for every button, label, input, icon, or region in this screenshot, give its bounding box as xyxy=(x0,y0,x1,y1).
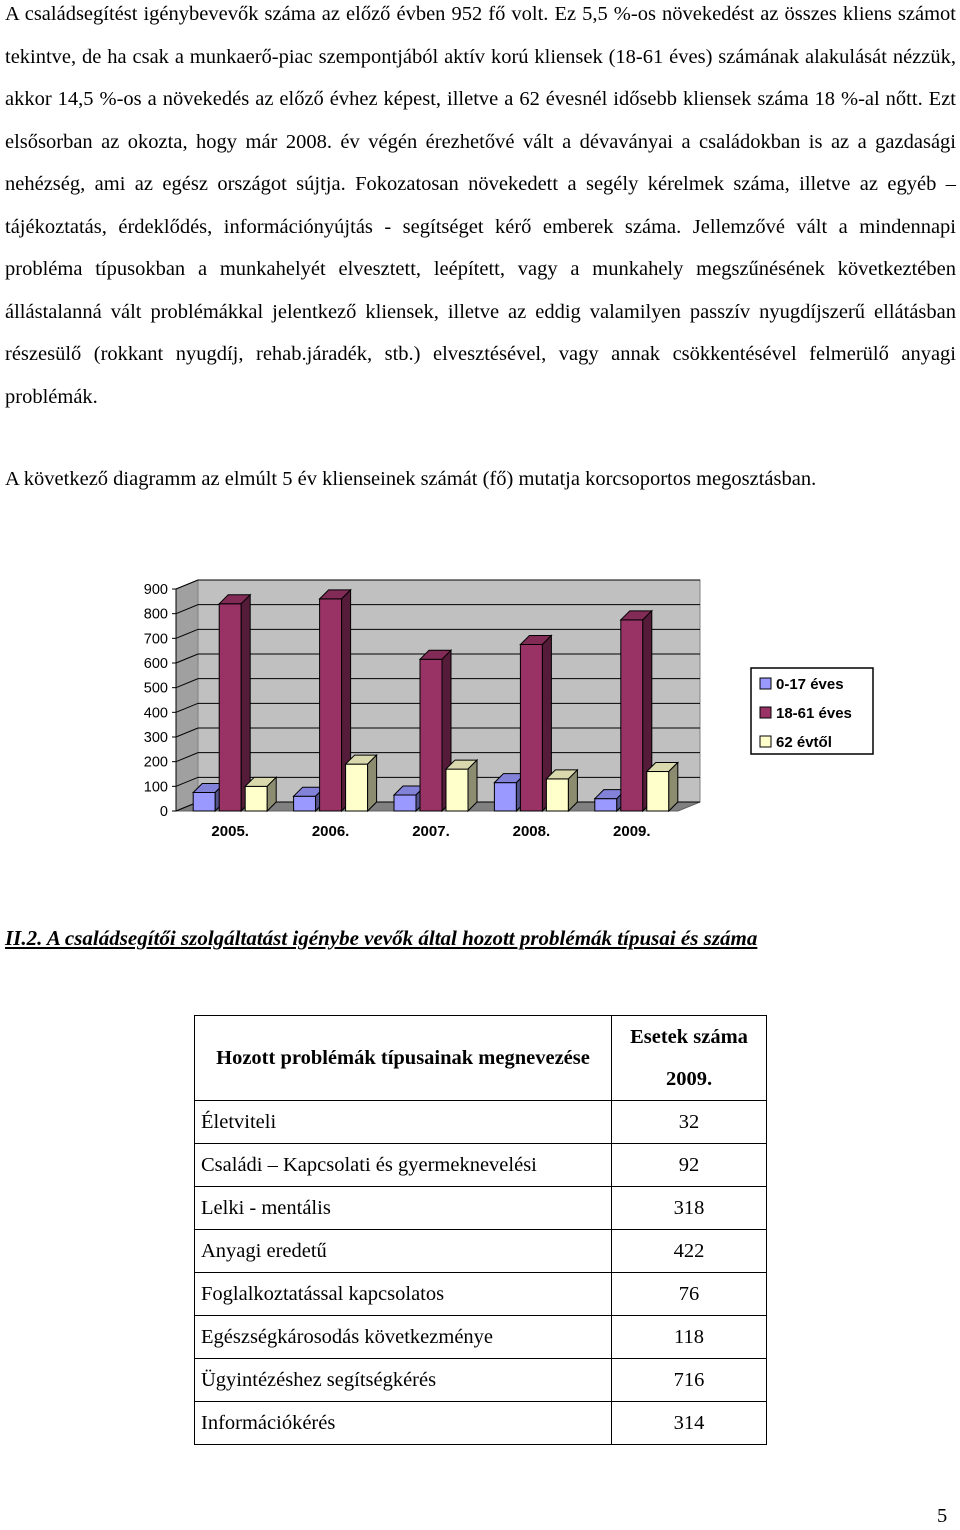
problem-type-cell: Egészségkárosodás következménye xyxy=(195,1316,612,1359)
case-count-cell: 76 xyxy=(612,1273,767,1316)
x-category-label: 2007. xyxy=(412,823,450,840)
x-category-label: 2008. xyxy=(512,823,551,840)
bar-front xyxy=(245,786,267,811)
section-heading: II.2. A családsegítői szolgáltatást igénybe vevők által hozott problémák típusai és száma xyxy=(5,926,758,950)
problem-type-cell: Lelki - mentális xyxy=(195,1187,612,1230)
bar-front xyxy=(394,795,416,811)
legend-swatch xyxy=(760,678,771,689)
bar-front xyxy=(346,764,368,811)
case-count-cell: 92 xyxy=(612,1144,767,1187)
legend-swatch xyxy=(760,736,771,747)
table-row xyxy=(195,1402,767,1445)
y-tick-label: 800 xyxy=(143,606,168,623)
chart-side-wall xyxy=(176,580,198,811)
table-row xyxy=(195,1101,767,1144)
case-count-cell: 118 xyxy=(612,1316,767,1359)
intro-paragraph: A családsegítést igénybevevők száma az előző évben 952 fő volt. Ez 5,5 %-os növekedést az összes kliens számot tekintve, de ha csak a munkaerő-piac szempontjából aktív korú kliensek (18-61 éves) számának alakulását nézzük, akkor 14,5 %-os a növekedés az előző évhez képest, illetve a 62 évesnél idősebb kliensek száma 18 %-al nőtt. Ezt elsősorban az okozta, hogy már 2008. év végén érezhetővé vált a dévaványai a családokban is az a gazdasági nehézség, ami az egész országot sújtja. Fokozatosan növekedett a segély kérelmek száma, illetve az egyéb – tájékoztatás, érdeklődés, információnyújtás - segítséget kérő emberek száma. Jellemzővé vált a mindennapi probléma típusokban a munkahelyét elvesztett, leépített, vagy a munkahely megszűnésének következtében állástalanná vált problémákkal jelentkező kliensek, illetve az eddig valamilyen passzív nyugdíjszerű ellátásban részesülő (rokkant nyugdíj, rehab.járadék, stb.) elvesztésével, vagy annak csökkentésével felmerülő anyagi problémák. xyxy=(5,3,956,408)
problem-types-table xyxy=(194,1015,767,1445)
legend-swatch xyxy=(760,707,771,718)
bar-front xyxy=(546,779,568,811)
diagram-intro-paragraph: A következő diagramm az elmúlt 5 év klienseinek számát (fő) mutatja korcsoportos megosztásban. xyxy=(5,468,817,490)
x-category-label: 2006. xyxy=(311,823,350,840)
table-row xyxy=(195,1316,767,1359)
y-tick-label: 900 xyxy=(143,582,168,598)
table-row xyxy=(195,1359,767,1402)
problem-type-cell: Családi – Kapcsolati és gyermeknevelési xyxy=(195,1144,612,1187)
problem-type-cell: Életviteli xyxy=(195,1101,612,1144)
x-category-label: 2009. xyxy=(613,823,651,840)
case-count-cell: 716 xyxy=(612,1359,767,1402)
bar-front xyxy=(193,793,215,812)
bar-front xyxy=(294,796,316,811)
table-header-row xyxy=(195,1016,767,1101)
problem-type-cell: Ügyintézéshez segítségkérés xyxy=(195,1359,612,1402)
bar-front xyxy=(595,799,617,811)
x-category-label: 2005. xyxy=(211,823,249,840)
y-tick-label: 500 xyxy=(143,680,168,697)
table-row xyxy=(195,1230,767,1273)
case-count-cell: 422 xyxy=(612,1230,767,1273)
table-row xyxy=(195,1144,767,1187)
bar-front xyxy=(647,772,669,811)
bar-front xyxy=(520,645,542,812)
bar-front xyxy=(494,783,516,811)
legend-label: 62 évtől xyxy=(776,734,832,751)
y-tick-label: 0 xyxy=(159,804,168,820)
legend-label: 0-17 éves xyxy=(776,676,844,693)
header-case-count: Esetek száma 2009. xyxy=(612,1016,767,1101)
problem-type-cell: Foglalkoztatással kapcsolatos xyxy=(195,1273,612,1316)
bar-front xyxy=(621,620,643,811)
y-tick-label: 100 xyxy=(143,779,168,796)
problem-type-cell: Anyagi eredetű xyxy=(195,1230,612,1273)
header-problem-type: Hozott problémák típusainak megnevezése xyxy=(195,1016,612,1101)
bar-side xyxy=(241,595,250,811)
page-number: 5 xyxy=(937,1505,948,1527)
table-row xyxy=(195,1273,767,1316)
case-count-cell: 314 xyxy=(612,1402,767,1445)
table-row xyxy=(195,1187,767,1230)
y-tick-label: 300 xyxy=(143,730,168,746)
bar-side xyxy=(468,760,477,811)
bar-side xyxy=(669,763,678,811)
bar-front xyxy=(320,599,342,811)
bar-front xyxy=(446,769,468,811)
age-group-bar-chart xyxy=(0,575,960,855)
y-tick-label: 700 xyxy=(143,631,168,648)
case-count-cell: 32 xyxy=(612,1101,767,1144)
y-tick-label: 400 xyxy=(143,705,168,722)
y-tick-label: 200 xyxy=(143,754,168,771)
legend-label: 18-61 éves xyxy=(776,705,852,722)
problem-type-cell: Információkérés xyxy=(195,1402,612,1445)
y-tick-label: 600 xyxy=(143,656,168,672)
bar-front xyxy=(219,604,241,811)
case-count-cell: 318 xyxy=(612,1187,767,1230)
bar-side xyxy=(368,755,377,811)
bar-front xyxy=(420,659,442,811)
